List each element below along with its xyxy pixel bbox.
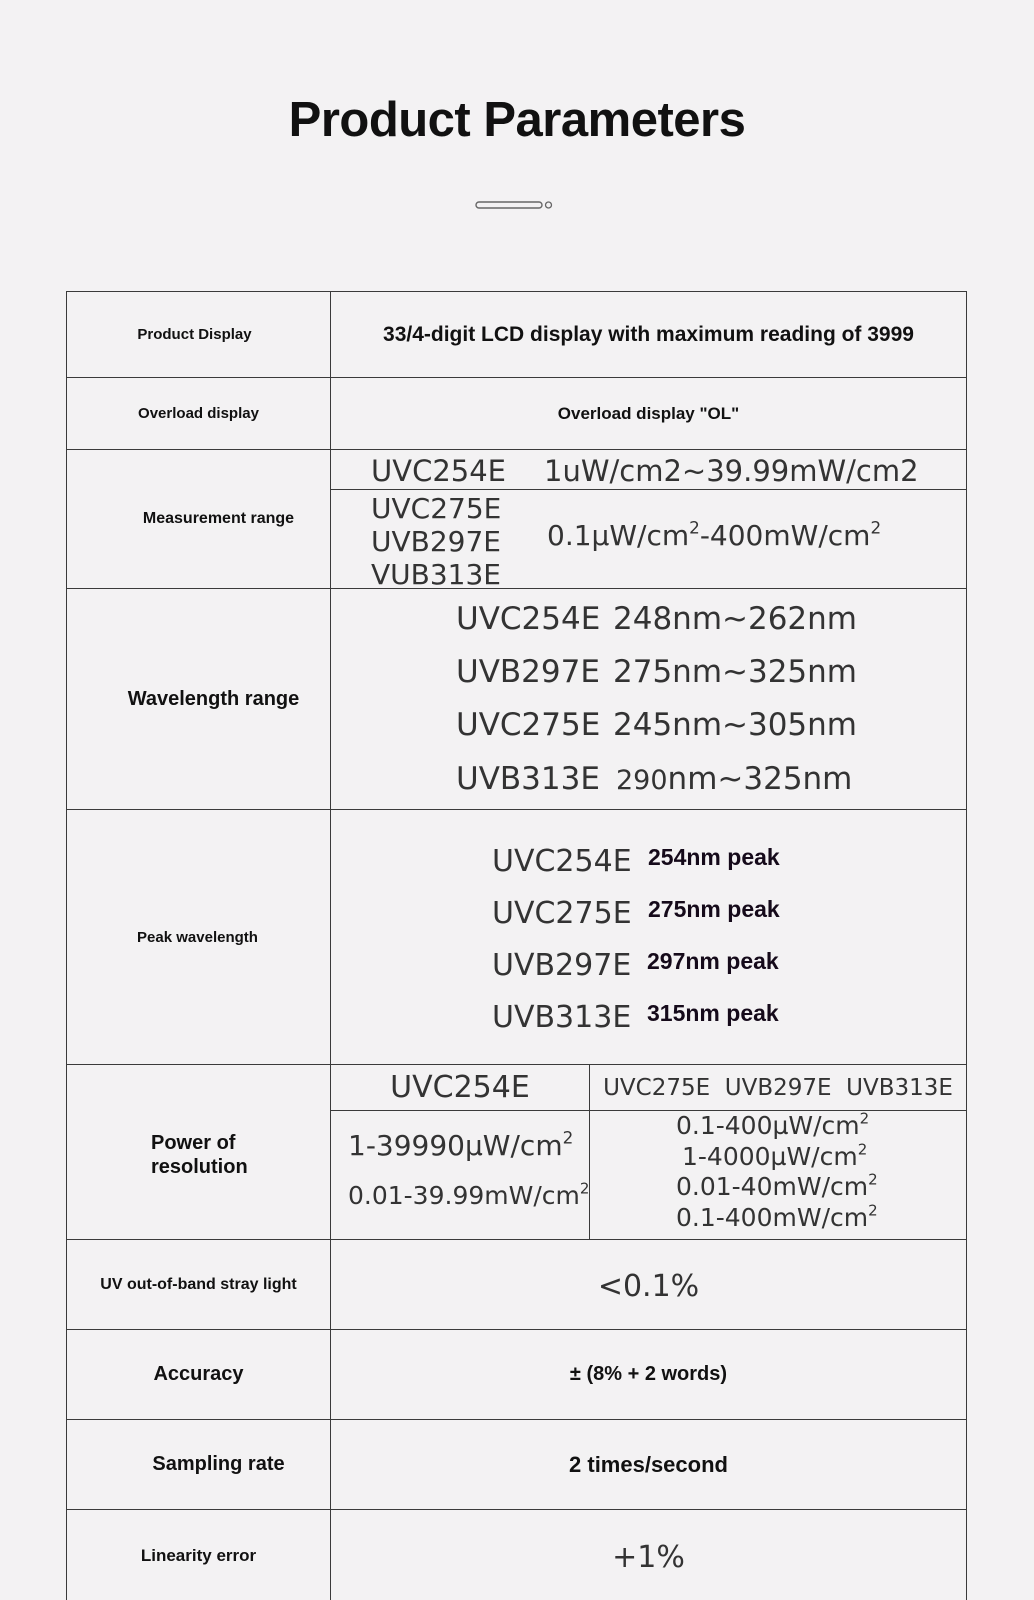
value-sampling-rate: 2 times/second — [569, 1451, 728, 1477]
measurement-model: UVB297E — [371, 525, 501, 558]
label-accuracy: Accuracy — [67, 1330, 331, 1419]
value-accuracy: ± (8% + 2 words) — [569, 1363, 728, 1385]
value-overload-display: Overload display "OL" — [557, 403, 740, 423]
measurement-model: VUB313E — [371, 558, 501, 591]
resolution-value: $0.01-40mW/cm^2$ — [676, 1170, 878, 1201]
row-sampling-rate — [67, 1420, 966, 1510]
resolution-value: $1-39990\mu W/cm^2$ — [348, 1127, 574, 1162]
resolution-value: $0.1-400\mu W/cm^2$ — [676, 1109, 870, 1140]
page-title: Product Parameters — [288, 93, 746, 147]
value-linearity-error: +1% — [612, 1540, 685, 1575]
measurement-model: UVC254E — [371, 454, 506, 488]
row-overload-display — [67, 378, 966, 450]
row-peak-wavelength — [67, 810, 966, 1065]
resolution-value: $0.01-39.99mW/cm^2$ — [348, 1179, 590, 1210]
divider-decoration — [475, 200, 555, 212]
measurement-range-value: 1uW/cm2~39.99mW/cm2 — [544, 454, 919, 488]
label-sampling-rate: Sampling rate — [67, 1420, 331, 1509]
resolution-right-values — [590, 1111, 966, 1239]
label-overload-display: Overload display — [67, 378, 331, 449]
wavelength-value: 245nm~305nm — [613, 707, 858, 743]
row-measurement-range — [67, 450, 966, 589]
measurement-model: UVC275E — [371, 492, 502, 525]
value-product-display: 33/4-digit LCD display with maximum reading of 3999 — [383, 322, 914, 346]
row-product-display — [67, 292, 966, 378]
row-accuracy — [67, 1330, 966, 1420]
wavelength-model: UVC275E — [456, 707, 601, 743]
wavelength-model: UVC254E — [456, 601, 601, 637]
wavelength-value: 290nm~325nm — [616, 761, 853, 797]
resolution-value: $0.1-400mW/cm^2$ — [676, 1201, 878, 1232]
wavelength-value: 248nm~262nm — [613, 601, 858, 637]
value-stray-light: <0.1% — [597, 1269, 700, 1304]
label-linearity-error: Linearity error — [67, 1510, 331, 1600]
wavelength-model: UVB297E — [456, 654, 600, 690]
peak-model: UVB313E — [492, 1000, 632, 1035]
row-stray-light — [67, 1240, 966, 1330]
label-measurement-range: Measurement range — [67, 450, 331, 588]
measurement-range-entry-1 — [331, 450, 966, 490]
peak-value: 297nm peak — [647, 948, 779, 974]
peak-model: UVC254E — [492, 844, 632, 879]
peak-value: 254nm peak — [648, 844, 780, 870]
peak-model: UVC275E — [492, 896, 632, 931]
peak-model: UVB297E — [492, 948, 632, 983]
resolution-left-values — [331, 1111, 590, 1239]
label-wavelength-range: Wavelength range — [67, 589, 331, 809]
measurement-range-entry-2 — [331, 490, 966, 591]
row-wavelength-range — [67, 589, 966, 810]
peak-value: 315nm peak — [647, 1000, 779, 1026]
peak-value: 275nm peak — [648, 896, 780, 922]
resolution-value: $1-4000\mu W/cm^2$ — [682, 1140, 868, 1171]
wavelength-model: UVB313E — [456, 761, 600, 797]
label-product-display: Product Display — [67, 292, 331, 377]
label-peak-wavelength: Peak wavelength — [67, 810, 331, 1064]
resolution-left-header: UVC254E — [331, 1065, 590, 1111]
measurement-range-value: $0.1\mu W/cm^2-400mW/cm^2$ — [547, 517, 882, 552]
resolution-right-header: UVC275E UVB297E UVB313E — [590, 1065, 966, 1111]
parameters-table — [66, 291, 967, 1600]
row-linearity-error — [67, 1510, 966, 1600]
row-resolution — [67, 1065, 966, 1240]
label-stray-light: UV out-of-band stray light — [67, 1240, 331, 1329]
label-resolution: Power of resolution — [67, 1065, 331, 1239]
wavelength-value: 275nm~325nm — [613, 654, 858, 690]
